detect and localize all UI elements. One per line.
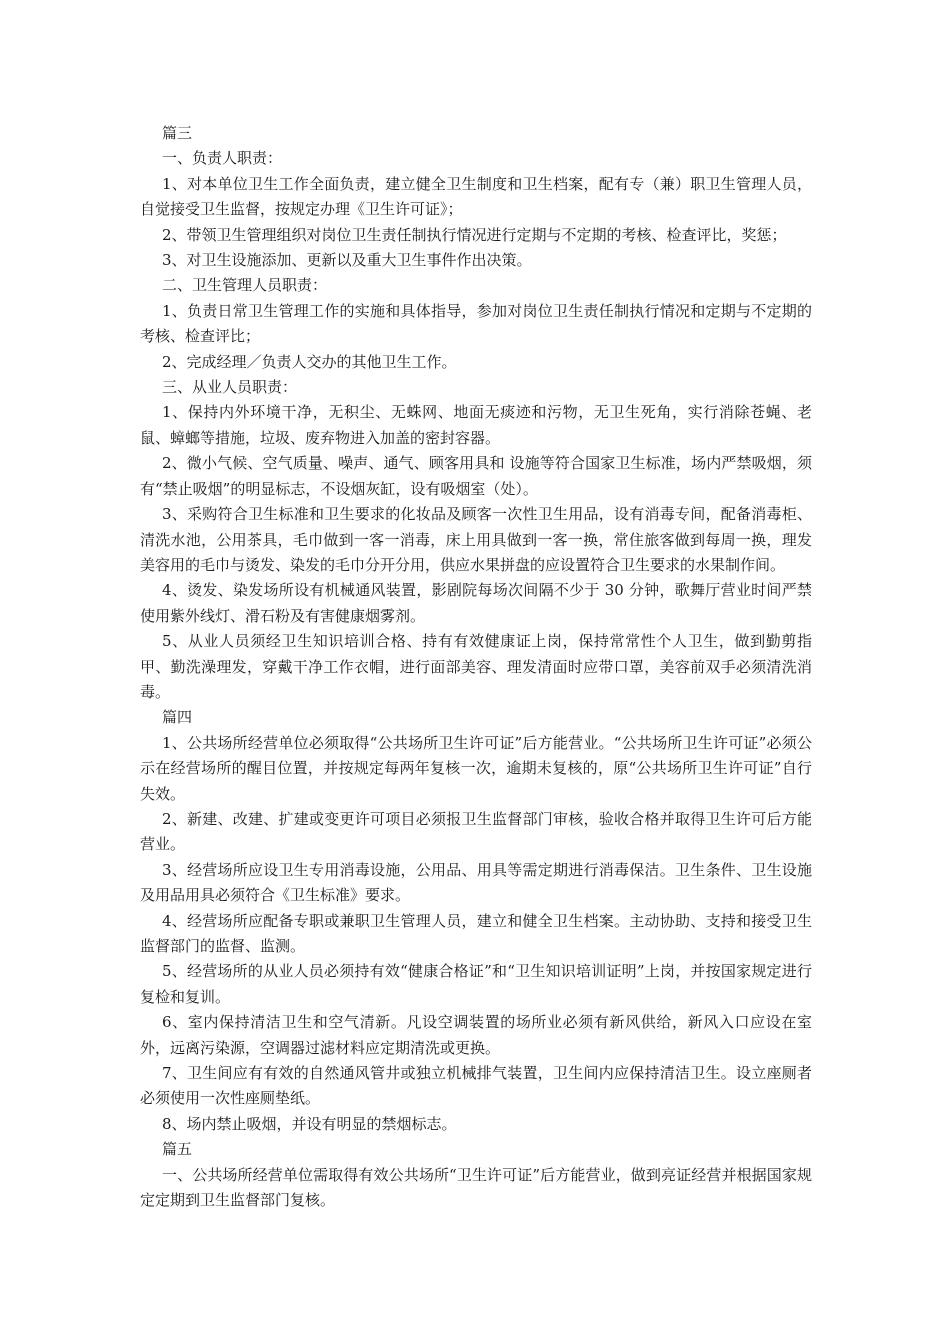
paragraph: 3、对卫生设施添加、更新以及重大卫生事件作出决策。 xyxy=(162,251,532,270)
section-heading: 篇五 xyxy=(162,1140,193,1159)
paragraph: 1、公共场所经营单位必须取得“公共场所卫生许可证”后方能营业。“公共场所卫生许可证”必须公示在经营场所的醒目位置，并按规定每两年复核一次，逾期未复核的，原“公共场所卫生许可证”自行失效。 xyxy=(140,733,812,803)
section-heading: 篇三 xyxy=(162,124,193,142)
paragraph: 7、卫生间应有有效的自然通风管井或独立机械排气装置，卫生间内应保持清洁卫生。设立座厕者必须使用一次性座厕垫纸。 xyxy=(140,1064,812,1108)
paragraph: 一、公共场所经营单位需取得有效公共场所“卫生许可证”后方能营业，做到亮证经营并根据国家规定定期到卫生监督部门复核。 xyxy=(140,1165,812,1210)
paragraph: 1、对本单位卫生工作全面负责，建立健全卫生制度和卫生档案，配有专（兼）职卫生管理人员，自觉接受卫生监督，按规定办理《卫生许可证》； xyxy=(140,174,812,219)
document-body xyxy=(140,121,812,1213)
paragraph: 3、采购符合卫生标准和卫生要求的化妆品及顾客一次性卫生用品，设有消毒专间，配备消毒柜、清洗水池，公用茶具，毛巾做到一客一消毒，床上用具做到一客一换，常住旅客做到每周一换，理发美容用的毛巾与烫发、染发的毛巾分开分用，供应水果拼盘的应设置符合卫生要求的水果制作间。 xyxy=(140,505,812,574)
section-heading: 篇四 xyxy=(162,708,193,727)
paragraph: 5、经营场所的从业人员必须持有效“健康合格证”和“卫生知识培训证明”上岗，并按国家规定进行复检和复训。 xyxy=(140,962,812,1006)
paragraph: 2、新建、改建、扩建或变更许可项目必须报卫生监督部门审核，验收合格并取得卫生许可后方能营业。 xyxy=(140,809,812,854)
paragraph: 2、带领卫生管理组织对岗位卫生责任制执行情况进行定期与不定期的考核、检查评比，奖惩； xyxy=(162,225,787,244)
paragraph: 1、保持内外环境干净，无积尘、无蛛网、地面无痰迹和污物，无卫生死角，实行消除苍蝇、老鼠、蟑螂等措施，垃圾、废弃物进入加盖的密封容器。 xyxy=(140,403,812,447)
paragraph: 4、经营场所应配备专职或兼职卫生管理人员，建立和健全卫生档案。主动协助、支持和接受卫生监督部门的监督、监测。 xyxy=(140,911,812,955)
paragraph: 8、场内禁止吸烟，并设有明显的禁烟标志。 xyxy=(162,1114,457,1133)
paragraph: 6、室内保持清洁卫生和空气清新。凡设空调装置的场所业必须有新风供给，新风入口应设在室外，远离污染源，空调器过滤材料应定期清洗或更换。 xyxy=(140,1013,812,1057)
paragraph: 4、烫发、染发场所设有机械通风装置，影剧院每场次间隔不少于 30 分钟，歌舞厅营业时间严禁使用紫外线灯、滑石粉及有害健康烟雾剂。 xyxy=(140,581,812,625)
paragraph: 3、经营场所应设卫生专用消毒设施，公用品、用具等需定期进行消毒保洁。卫生条件、卫生设施及用品用具必须符合《卫生标准》要求。 xyxy=(140,860,812,905)
subsection-heading: 三、从业人员职责： xyxy=(162,378,298,397)
paragraph: 1、负责日常卫生管理工作的实施和具体指导，参加对岗位卫生责任制执行情况和定期与不定期的考核、检查评比； xyxy=(140,301,812,346)
paragraph: 2、完成经理／负责人交办的其他卫生工作。 xyxy=(162,352,457,371)
subsection-heading: 二、卫生管理人员职责： xyxy=(162,276,328,295)
subsection-heading: 一、负责人职责： xyxy=(162,149,283,168)
paragraph: 2、微小气候、空气质量、噪声、通气、顾客用具和 设施等符合国家卫生标准，场内严禁吸烟，须有“禁止吸烟”的明显标志，不设烟灰缸，设有吸烟室（处）。 xyxy=(140,454,812,498)
paragraph: 5、从业人员须经卫生知识培训合格、持有有效健康证上岗，保持常常性个人卫生，做到勤剪指甲、勤洗澡理发，穿戴干净工作衣帽，进行面部美容、理发清面时应带口罩，美容前双手必须清洗消毒。 xyxy=(140,632,812,701)
